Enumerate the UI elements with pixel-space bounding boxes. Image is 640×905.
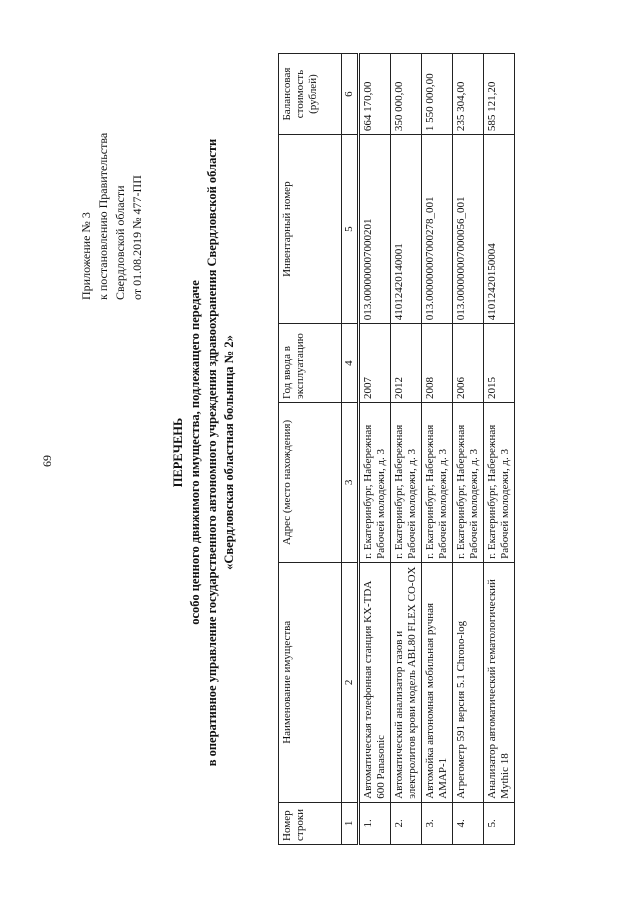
item-cost: 350 000,00 — [391, 54, 422, 135]
item-name: Автоматический анализатор газов и электролитов крови модель ABL80 FLEX CO-OX — [391, 562, 422, 802]
item-cost: 585 121,20 — [484, 54, 515, 135]
item-cost: 1 550 000,00 — [422, 54, 453, 135]
col-header-address: Адрес (место нахождения) — [279, 402, 342, 562]
item-cost: 664 170,00 — [359, 54, 391, 135]
title-line: в оперативное управление государственного автономного учреждения здравоохранения Свердловской области — [205, 138, 219, 767]
item-inventory-number: 013.000000007000201 — [359, 135, 391, 324]
row-number: 2. — [391, 802, 422, 844]
table-row — [391, 54, 422, 845]
table-row — [453, 54, 484, 845]
item-cost: 235 304,00 — [453, 54, 484, 135]
item-address: г. Екатеринбург, Набережная Рабочей молодежи, д. 3 — [422, 402, 453, 562]
item-address: г. Екатеринбург, Набережная Рабочей молодежи, д. 3 — [453, 402, 484, 562]
col-header-number: Номер строки — [279, 802, 342, 844]
item-name: Агрегометр 591 версия 5.1 Chrono-log — [453, 562, 484, 802]
item-year: 2008 — [422, 324, 453, 403]
page-number: 69 — [40, 455, 54, 467]
row-number: 1. — [359, 802, 391, 844]
item-address: г. Екатеринбург, Набережная Рабочей молодежи, д. 3 — [359, 402, 391, 562]
title-line: «Свердловская областная больница № 2» — [222, 335, 236, 570]
col-number: 2 — [342, 562, 359, 802]
property-table — [278, 53, 515, 845]
item-address: г. Екатеринбург, Набережная Рабочей молодежи, д. 3 — [484, 402, 515, 562]
col-number: 6 — [342, 54, 359, 135]
appendix-block — [78, 133, 146, 300]
document-title — [170, 40, 238, 865]
item-inventory-number: 013.000000007000056_001 — [453, 135, 484, 324]
item-inventory-number: 41012420150004 — [484, 135, 515, 324]
item-inventory-number: 41012420140001 — [391, 135, 422, 324]
row-number: 5. — [484, 802, 515, 844]
item-year: 2012 — [391, 324, 422, 403]
title-line: особо ценного движимого имущества, подлежащего передаче — [188, 280, 202, 625]
item-year: 2006 — [453, 324, 484, 403]
item-name: Автомойка автономная мобильная ручная АМАР-1 — [422, 562, 453, 802]
header-row — [279, 54, 342, 845]
item-year: 2007 — [359, 324, 391, 403]
title-heading: ПЕРЕЧЕНЬ — [171, 417, 185, 488]
appendix-line: от 01.08.2019 № 477-ПП — [130, 175, 144, 300]
column-number-row — [342, 54, 359, 845]
col-header-year: Год ввода в эксплуатацию — [279, 324, 342, 403]
item-year: 2015 — [484, 324, 515, 403]
table-row — [422, 54, 453, 845]
appendix-line: Приложение № 3 — [79, 212, 93, 300]
col-number: 5 — [342, 135, 359, 324]
row-number: 4. — [453, 802, 484, 844]
table-row — [484, 54, 515, 845]
appendix-line: к постановлению Правительства — [96, 132, 110, 300]
col-header-name: Наименование имущества — [279, 562, 342, 802]
table-row — [359, 54, 391, 845]
item-name: Анализатор автоматический гематологический Mythic 18 — [484, 562, 515, 802]
row-number: 3. — [422, 802, 453, 844]
col-number: 4 — [342, 324, 359, 403]
item-name: Автоматическая телефонная станция KX-TDA 600 Panasonic — [359, 562, 391, 802]
appendix-line: Свердловской области — [113, 185, 127, 300]
col-number: 1 — [342, 802, 359, 844]
col-header-inventory: Инвентарный номер — [279, 135, 342, 324]
col-number: 3 — [342, 402, 359, 562]
col-header-cost: Балансовая стоимость (рублей) — [279, 54, 342, 135]
item-address: г. Екатеринбург, Набережная Рабочей молодежи, д. 3 — [391, 402, 422, 562]
item-inventory-number: 013.000000007000278_001 — [422, 135, 453, 324]
